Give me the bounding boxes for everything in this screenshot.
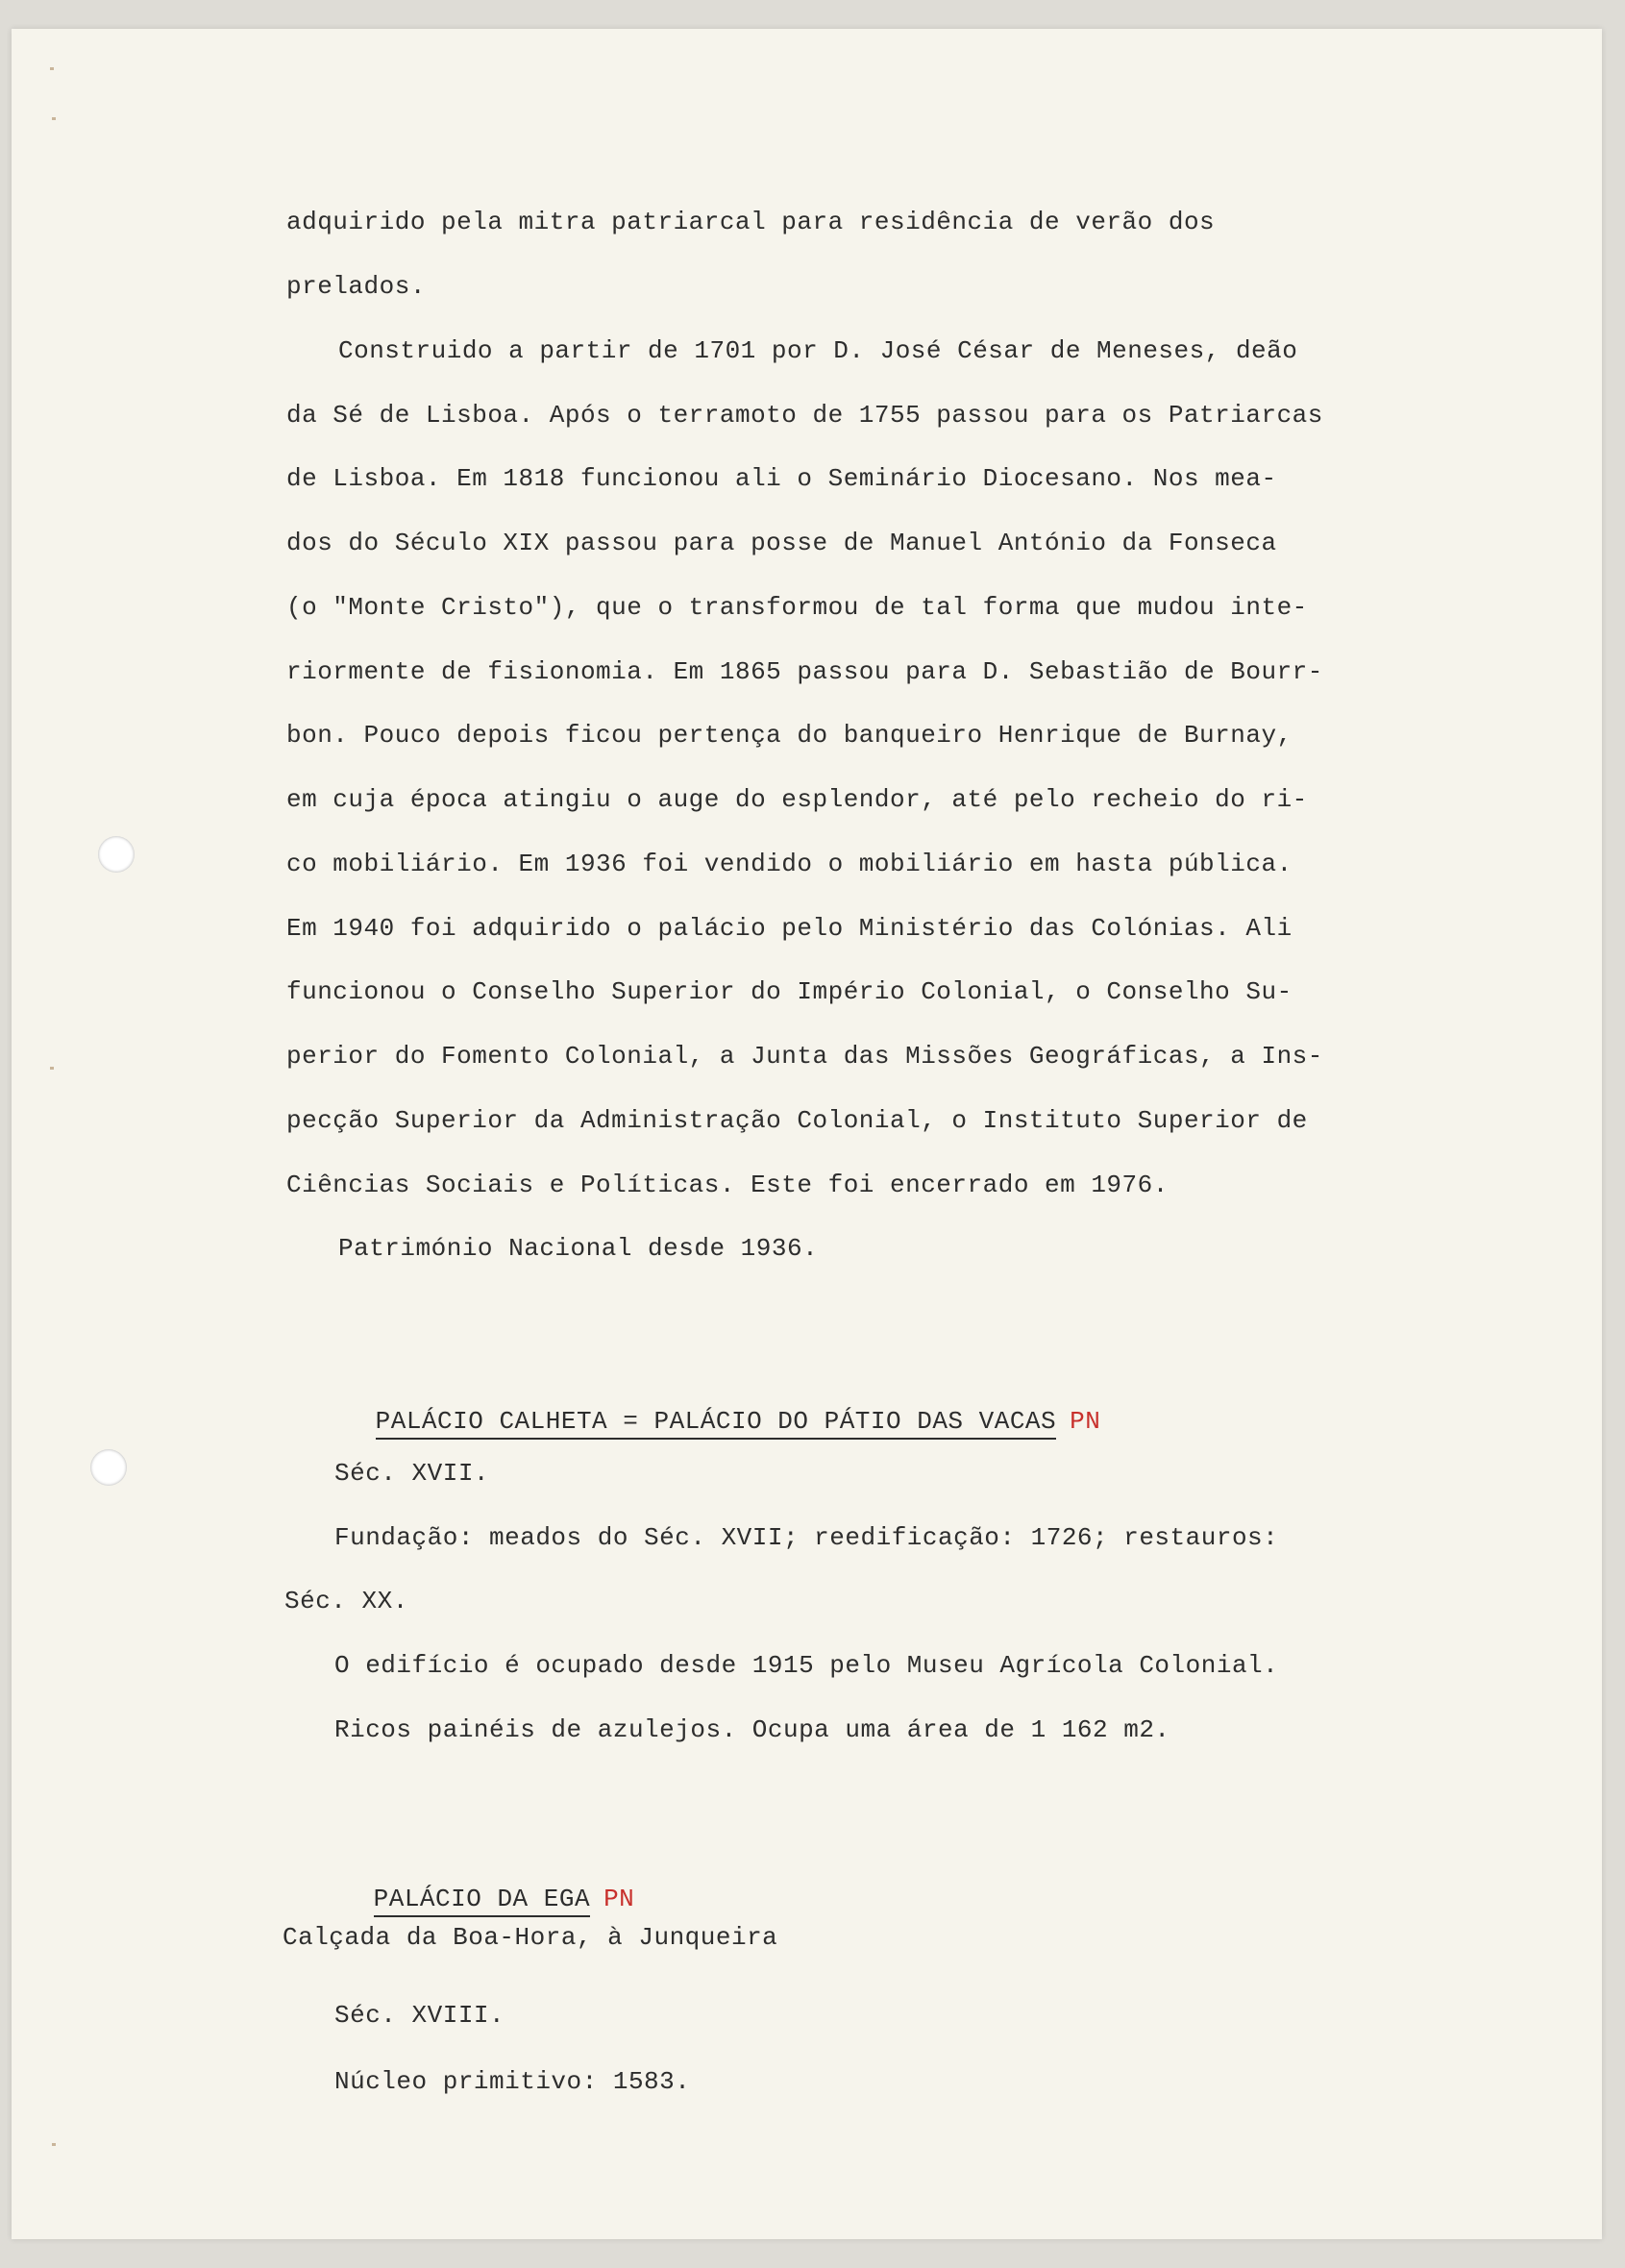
text-line: Séc. XVII. — [334, 1459, 490, 1488]
text-line: Calçada da Boa-Hora, à Junqueira — [283, 1923, 778, 1952]
text-line: Em 1940 foi adquirido o palácio pelo Ministério das Colónias. Ali — [286, 914, 1293, 943]
text-line: Ricos painéis de azulejos. Ocupa uma área de 1 162 m2. — [334, 1715, 1170, 1744]
punch-hole — [90, 1449, 127, 1486]
text-line: riormente de fisionomia. Em 1865 passou para D. Sebastião de Bourr- — [286, 657, 1323, 686]
text-line: Séc. XX. — [284, 1587, 408, 1615]
text-line: Fundação: meados do Séc. XVII; reedificação: 1726; restauros: — [334, 1523, 1279, 1552]
text-line: perior do Fomento Colonial, a Junta das Missões Geográficas, a Ins- — [286, 1042, 1323, 1071]
text-line: O edifício é ocupado desde 1915 pelo Museu Agrícola Colonial. — [334, 1651, 1279, 1680]
paper-mark — [52, 117, 56, 120]
text-line: Ciências Sociais e Políticas. Este foi encerrado em 1976. — [286, 1171, 1169, 1199]
text-line: bon. Pouco depois ficou pertença do banqueiro Henrique de Burnay, — [286, 721, 1293, 750]
text-line: Património Nacional desde 1936. — [338, 1234, 819, 1263]
heading-title: PALÁCIO DA EGA — [374, 1885, 590, 1917]
heading-title: PALÁCIO CALHETA = PALÁCIO DO PÁTIO DAS VACAS — [376, 1407, 1057, 1440]
pn-badge: PN — [1070, 1407, 1101, 1436]
text-line: Núcleo primitivo: 1583. — [334, 2067, 691, 2096]
text-line: da Sé de Lisboa. Após o terramoto de 1755 passou para os Patriarcas — [286, 401, 1323, 430]
text-line: co mobiliário. Em 1936 foi vendido o mobiliário em hasta pública. — [286, 850, 1293, 878]
section-heading-calheta — [283, 1378, 1100, 1465]
text-line: funcionou o Conselho Superior do Império Colonial, o Conselho Su- — [286, 977, 1293, 1006]
paper-mark — [50, 67, 54, 70]
text-line: (o "Monte Cristo"), que o transformou de tal forma que mudou inte- — [286, 593, 1308, 622]
text-line: pecção Superior da Administração Colonial, o Instituto Superior de — [286, 1106, 1308, 1135]
text-line: dos do Século XIX passou para posse de Manuel António da Fonseca — [286, 529, 1277, 557]
text-line: de Lisboa. Em 1818 funcionou ali o Seminário Diocesano. Nos mea- — [286, 464, 1277, 493]
punch-hole — [98, 836, 135, 873]
text-line: adquirido pela mitra patriarcal para residência de verão dos — [286, 208, 1216, 236]
text-line: Séc. XVIII. — [334, 2001, 505, 2030]
text-line: prelados. — [286, 272, 426, 301]
paper-mark — [52, 2143, 56, 2146]
pn-badge: PN — [603, 1885, 635, 1913]
text-line: Construido a partir de 1701 por D. José César de Meneses, deão — [338, 336, 1298, 365]
text-line: em cuja época atingiu o auge do esplendor, até pelo recheio do ri- — [286, 785, 1308, 814]
paper-mark — [50, 1067, 54, 1070]
